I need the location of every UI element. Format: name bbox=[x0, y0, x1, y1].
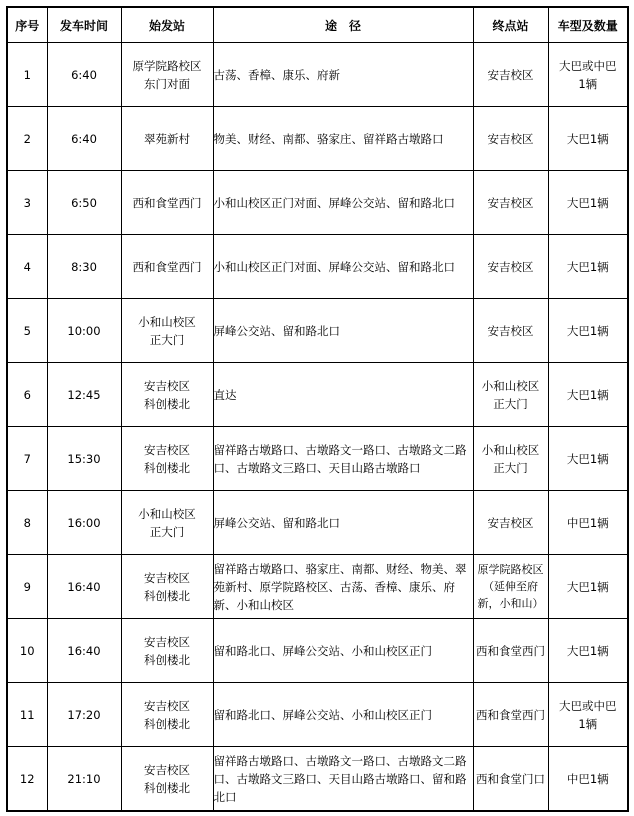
route-stops bbox=[213, 235, 473, 299]
departure-time-text: 6:40 bbox=[71, 67, 97, 82]
departure-time bbox=[47, 363, 121, 427]
departure-time bbox=[47, 43, 121, 107]
departure-time-text: 10:00 bbox=[67, 323, 101, 338]
departure-time bbox=[47, 683, 121, 747]
route-stops bbox=[213, 427, 473, 491]
route-stops bbox=[213, 555, 473, 619]
table-row bbox=[7, 43, 628, 107]
row-number bbox=[7, 107, 47, 171]
row-number-text: 6 bbox=[23, 387, 31, 402]
start-station-text: 西和食堂西门 bbox=[132, 195, 202, 210]
route-stops bbox=[213, 107, 473, 171]
row-number bbox=[7, 363, 47, 427]
start-station bbox=[121, 107, 213, 171]
route-stops bbox=[213, 363, 473, 427]
start-station bbox=[121, 235, 213, 299]
departure-time-text: 16:00 bbox=[67, 515, 101, 530]
bus-type-count-text: 大巴1辆 bbox=[566, 387, 609, 402]
bus-type-count-text: 大巴1辆 bbox=[566, 259, 609, 274]
header-time: 发车时间 bbox=[47, 7, 121, 43]
departure-time-text: 16:40 bbox=[67, 579, 101, 594]
row-number bbox=[7, 171, 47, 235]
start-station-text: 西和食堂西门 bbox=[132, 259, 202, 274]
row-number-text: 5 bbox=[23, 323, 31, 338]
route-stops-text: 物美、财经、南都、骆家庄、留祥路古墩路口 bbox=[213, 131, 444, 146]
start-station bbox=[121, 171, 213, 235]
row-number-text: 7 bbox=[23, 451, 31, 466]
departure-time bbox=[47, 107, 121, 171]
header-end: 终点站 bbox=[473, 7, 548, 43]
route-stops bbox=[213, 299, 473, 363]
route-stops-text: 古荡、香樟、康乐、府新 bbox=[213, 67, 340, 82]
table-row bbox=[7, 555, 628, 619]
end-station bbox=[473, 491, 548, 555]
start-station bbox=[121, 491, 213, 555]
header-row bbox=[7, 7, 628, 43]
bus-type-count-text: 大巴1辆 bbox=[566, 323, 609, 338]
route-stops bbox=[213, 683, 473, 747]
end-station-text: 西和食堂西门 bbox=[476, 707, 545, 722]
departure-time bbox=[47, 299, 121, 363]
start-station-text: 原学院路校区 东门对面 bbox=[132, 58, 202, 91]
route-stops-text: 屏峰公交站、留和路北口 bbox=[213, 515, 340, 530]
departure-time bbox=[47, 747, 121, 812]
row-number bbox=[7, 555, 47, 619]
end-station bbox=[473, 171, 548, 235]
route-stops bbox=[213, 171, 473, 235]
row-number bbox=[7, 235, 47, 299]
start-station-text: 安吉校区 科创楼北 bbox=[144, 378, 190, 411]
departure-time bbox=[47, 555, 121, 619]
row-number bbox=[7, 683, 47, 747]
end-station bbox=[473, 107, 548, 171]
end-station bbox=[473, 619, 548, 683]
table-row bbox=[7, 171, 628, 235]
route-stops-text: 留和路北口、屏峰公交站、小和山校区正门 bbox=[213, 643, 432, 658]
route-stops bbox=[213, 43, 473, 107]
schedule-body bbox=[7, 43, 628, 812]
table-row bbox=[7, 107, 628, 171]
route-stops-text: 直达 bbox=[213, 387, 237, 402]
row-number-text: 1 bbox=[23, 67, 31, 82]
departure-time-text: 17:20 bbox=[67, 707, 101, 722]
bus-type-count-text: 大巴1辆 bbox=[566, 131, 609, 146]
bus-type-count bbox=[548, 299, 628, 363]
end-station-text: 西和食堂西门 bbox=[476, 643, 545, 658]
bus-type-count bbox=[548, 171, 628, 235]
end-station bbox=[473, 683, 548, 747]
row-number-text: 3 bbox=[23, 195, 31, 210]
start-station bbox=[121, 619, 213, 683]
end-station bbox=[473, 43, 548, 107]
row-number-text: 8 bbox=[23, 515, 31, 530]
start-station-text: 小和山校区 正大门 bbox=[138, 506, 196, 539]
departure-time bbox=[47, 235, 121, 299]
bus-schedule-table bbox=[6, 6, 629, 812]
end-station-text: 安吉校区 bbox=[487, 131, 534, 146]
end-station bbox=[473, 235, 548, 299]
header-bus: 车型及数量 bbox=[548, 7, 628, 43]
end-station-text: 西和食堂门口 bbox=[476, 771, 545, 786]
bus-type-count bbox=[548, 683, 628, 747]
departure-time bbox=[47, 619, 121, 683]
row-number bbox=[7, 747, 47, 812]
start-station-text: 翠苑新村 bbox=[144, 131, 190, 146]
row-number bbox=[7, 43, 47, 107]
start-station bbox=[121, 427, 213, 491]
table-row bbox=[7, 683, 628, 747]
end-station bbox=[473, 427, 548, 491]
table-row bbox=[7, 427, 628, 491]
route-stops-text: 留祥路古墩路口、骆家庄、南都、财经、物美、翠苑新村、原学院路校区、古荡、香樟、康乐、府新、小和山校区 bbox=[213, 561, 467, 612]
start-station-text: 安吉校区 科创楼北 bbox=[144, 762, 190, 795]
row-number-text: 9 bbox=[23, 579, 31, 594]
table-row bbox=[7, 299, 628, 363]
route-stops-text: 屏峰公交站、留和路北口 bbox=[213, 323, 340, 338]
bus-type-count-text: 中巴1辆 bbox=[566, 515, 609, 530]
end-station bbox=[473, 747, 548, 812]
start-station-text: 安吉校区 科创楼北 bbox=[144, 442, 190, 475]
route-stops-text: 小和山校区正门对面、屏峰公交站、留和路北口 bbox=[213, 259, 455, 274]
route-stops-text: 留和路北口、屏峰公交站、小和山校区正门 bbox=[213, 707, 432, 722]
start-station bbox=[121, 363, 213, 427]
start-station bbox=[121, 683, 213, 747]
route-stops bbox=[213, 491, 473, 555]
start-station bbox=[121, 43, 213, 107]
end-station-text: 安吉校区 bbox=[487, 323, 534, 338]
end-station bbox=[473, 555, 548, 619]
bus-type-count-text: 大巴或中巴 1辆 bbox=[559, 58, 617, 91]
bus-type-count-text: 大巴1辆 bbox=[566, 579, 609, 594]
start-station bbox=[121, 299, 213, 363]
start-station-text: 安吉校区 科创楼北 bbox=[144, 698, 190, 731]
bus-type-count bbox=[548, 747, 628, 812]
row-number-text: 11 bbox=[19, 707, 35, 722]
departure-time-text: 6:50 bbox=[71, 195, 97, 210]
departure-time-text: 15:30 bbox=[67, 451, 101, 466]
end-station-text: 安吉校区 bbox=[487, 195, 534, 210]
route-stops bbox=[213, 619, 473, 683]
table-row bbox=[7, 235, 628, 299]
end-station-text: 小和山校区 正大门 bbox=[481, 442, 540, 475]
bus-type-count bbox=[548, 619, 628, 683]
header-route: 途 径 bbox=[213, 7, 473, 43]
end-station-text: 安吉校区 bbox=[487, 259, 534, 274]
row-number bbox=[7, 619, 47, 683]
bus-type-count bbox=[548, 491, 628, 555]
end-station-text: 安吉校区 bbox=[487, 515, 534, 530]
row-number bbox=[7, 491, 47, 555]
departure-time-text: 16:40 bbox=[67, 643, 101, 658]
header-start: 始发站 bbox=[121, 7, 213, 43]
end-station bbox=[473, 363, 548, 427]
start-station-text: 安吉校区 科创楼北 bbox=[144, 634, 190, 667]
route-stops bbox=[213, 747, 473, 812]
row-number-text: 4 bbox=[23, 259, 31, 274]
row-number bbox=[7, 427, 47, 491]
start-station bbox=[121, 555, 213, 619]
departure-time bbox=[47, 427, 121, 491]
departure-time-text: 21:10 bbox=[67, 771, 101, 786]
end-station-text: 原学院路校区 （延伸至府新，小和山） bbox=[477, 563, 544, 610]
bus-type-count-text: 大巴1辆 bbox=[566, 643, 609, 658]
start-station bbox=[121, 747, 213, 812]
table-row bbox=[7, 363, 628, 427]
row-number-text: 2 bbox=[23, 131, 31, 146]
departure-time bbox=[47, 171, 121, 235]
route-stops-text: 留祥路古墩路口、古墩路文一路口、古墩路文二路口、古墩路文三路口、天目山路古墩路口、留和路北口 bbox=[213, 753, 467, 804]
route-stops-text: 小和山校区正门对面、屏峰公交站、留和路北口 bbox=[213, 195, 455, 210]
bus-type-count bbox=[548, 555, 628, 619]
row-number-text: 10 bbox=[19, 643, 35, 658]
route-stops-text: 留祥路古墩路口、古墩路文一路口、古墩路文二路口、古墩路文三路口、天目山路古墩路口 bbox=[213, 442, 467, 475]
bus-type-count-text: 大巴或中巴 1辆 bbox=[559, 698, 617, 731]
row-number bbox=[7, 299, 47, 363]
row-number-text: 12 bbox=[19, 771, 35, 786]
departure-time-text: 6:40 bbox=[71, 131, 97, 146]
bus-type-count bbox=[548, 363, 628, 427]
bus-type-count bbox=[548, 235, 628, 299]
table-row bbox=[7, 619, 628, 683]
bus-type-count-text: 大巴1辆 bbox=[566, 451, 609, 466]
bus-type-count bbox=[548, 107, 628, 171]
bus-type-count bbox=[548, 43, 628, 107]
start-station-text: 安吉校区 科创楼北 bbox=[144, 570, 190, 603]
header-num: 序号 bbox=[7, 7, 47, 43]
bus-type-count-text: 大巴1辆 bbox=[566, 195, 609, 210]
departure-time-text: 8:30 bbox=[71, 259, 97, 274]
departure-time-text: 12:45 bbox=[67, 387, 101, 402]
table-row bbox=[7, 491, 628, 555]
end-station-text: 安吉校区 bbox=[487, 67, 534, 82]
start-station-text: 小和山校区 正大门 bbox=[138, 314, 196, 347]
bus-type-count bbox=[548, 427, 628, 491]
bus-type-count-text: 中巴1辆 bbox=[566, 771, 609, 786]
departure-time bbox=[47, 491, 121, 555]
table-row bbox=[7, 747, 628, 812]
end-station bbox=[473, 299, 548, 363]
end-station-text: 小和山校区 正大门 bbox=[481, 378, 540, 411]
